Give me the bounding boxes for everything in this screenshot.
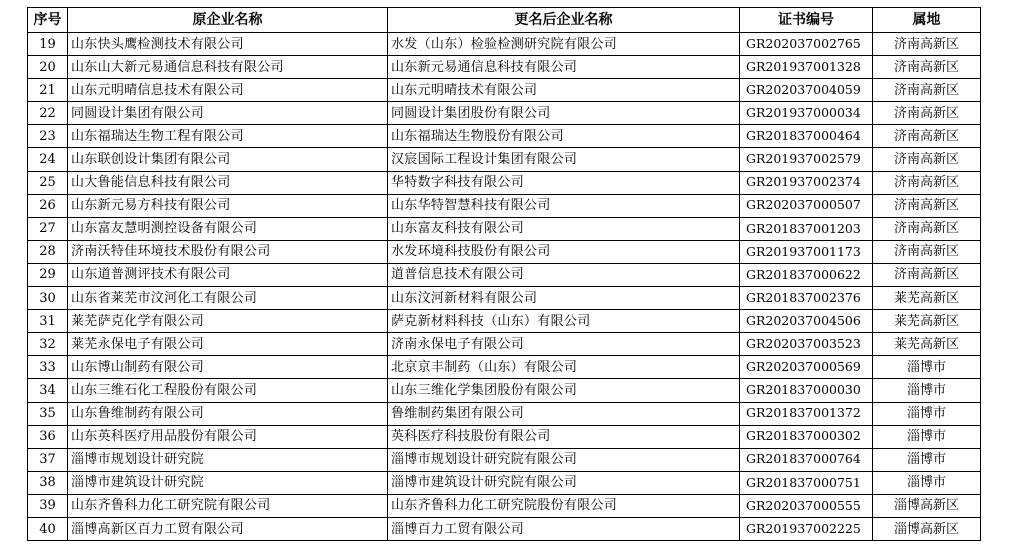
cell-index: 38 [28, 471, 68, 494]
header-certificate: 证书编号 [740, 8, 873, 33]
cell-location: 淄博市 [873, 379, 981, 402]
table-row [28, 217, 981, 240]
table-row [28, 425, 981, 448]
cell-original-name: 山东元明晴信息技术有限公司 [68, 79, 388, 102]
cell-certificate: GR202037000569 [740, 356, 873, 379]
cell-certificate: GR201837000030 [740, 379, 873, 402]
cell-certificate: GR201837001203 [740, 217, 873, 240]
document-page [27, 7, 981, 541]
cell-location: 淄博市 [873, 356, 981, 379]
table-row [28, 240, 981, 263]
table-row [28, 379, 981, 402]
table-row [28, 194, 981, 217]
cell-original-name: 山东英科医疗用品股份有限公司 [68, 425, 388, 448]
cell-location: 济南高新区 [873, 240, 981, 263]
cell-certificate: GR201937002225 [740, 517, 873, 540]
cell-original-name: 淄博市建筑设计研究院 [68, 471, 388, 494]
cell-index: 28 [28, 240, 68, 263]
table-row [28, 171, 981, 194]
header-location: 属地 [873, 8, 981, 33]
table-row [28, 102, 981, 125]
cell-location: 济南高新区 [873, 148, 981, 171]
cell-original-name: 山东鲁维制药有限公司 [68, 402, 388, 425]
cell-certificate: GR202037004506 [740, 310, 873, 333]
cell-original-name: 山东省莱芜市汶河化工有限公司 [68, 287, 388, 310]
cell-original-name: 淄博高新区百力工贸有限公司 [68, 517, 388, 540]
cell-index: 24 [28, 148, 68, 171]
cell-original-name: 济南沃特佳环境技术股份有限公司 [68, 240, 388, 263]
cell-new-name: 鲁维制药集团有限公司 [388, 402, 740, 425]
cell-certificate: GR201837000464 [740, 125, 873, 148]
cell-original-name: 山东富友慧明测控设备有限公司 [68, 217, 388, 240]
cell-index: 37 [28, 448, 68, 471]
cell-location: 济南高新区 [873, 125, 981, 148]
cell-new-name: 淄博市规划设计研究院有限公司 [388, 448, 740, 471]
cell-location: 淄博市 [873, 448, 981, 471]
cell-certificate: GR202037004059 [740, 79, 873, 102]
company-rename-table [27, 7, 981, 541]
cell-original-name: 山东道普测评技术有限公司 [68, 263, 388, 286]
cell-index: 32 [28, 333, 68, 356]
cell-index: 40 [28, 517, 68, 540]
cell-certificate: GR202037002765 [740, 33, 873, 56]
cell-new-name: 山东华特智慧科技有限公司 [388, 194, 740, 217]
cell-new-name: 山东新元易通信息科技有限公司 [388, 56, 740, 79]
table-row [28, 310, 981, 333]
cell-index: 31 [28, 310, 68, 333]
cell-location: 淄博高新区 [873, 517, 981, 540]
cell-new-name: 淄博市建筑设计研究院有限公司 [388, 471, 740, 494]
cell-new-name: 水发环境科技股份有限公司 [388, 240, 740, 263]
cell-original-name: 山大鲁能信息科技有限公司 [68, 171, 388, 194]
cell-certificate: GR201837002376 [740, 287, 873, 310]
cell-index: 30 [28, 287, 68, 310]
cell-location: 淄博高新区 [873, 494, 981, 517]
cell-new-name: 水发（山东）检验检测研究院有限公司 [388, 33, 740, 56]
cell-index: 39 [28, 494, 68, 517]
cell-location: 济南高新区 [873, 56, 981, 79]
cell-certificate: GR201937001328 [740, 56, 873, 79]
cell-new-name: 山东福瑞达生物股份有限公司 [388, 125, 740, 148]
header-new-name: 更名后企业名称 [388, 8, 740, 33]
cell-new-name: 济南永保电子有限公司 [388, 333, 740, 356]
cell-location: 淄博市 [873, 402, 981, 425]
table-row [28, 79, 981, 102]
table-row [28, 402, 981, 425]
cell-new-name: 山东齐鲁科力化工研究院股份有限公司 [388, 494, 740, 517]
cell-location: 济南高新区 [873, 33, 981, 56]
cell-original-name: 山东福瑞达生物工程有限公司 [68, 125, 388, 148]
cell-index: 29 [28, 263, 68, 286]
cell-original-name: 山东三维石化工程股份有限公司 [68, 379, 388, 402]
cell-location: 济南高新区 [873, 217, 981, 240]
cell-index: 35 [28, 402, 68, 425]
cell-original-name: 莱芜永保电子有限公司 [68, 333, 388, 356]
cell-original-name: 山东博山制药有限公司 [68, 356, 388, 379]
cell-certificate: GR201837000302 [740, 425, 873, 448]
cell-original-name: 同圆设计集团有限公司 [68, 102, 388, 125]
table-row [28, 448, 981, 471]
cell-new-name: 山东汶河新材料有限公司 [388, 287, 740, 310]
cell-new-name: 道普信息技术有限公司 [388, 263, 740, 286]
cell-location: 淄博市 [873, 425, 981, 448]
cell-index: 26 [28, 194, 68, 217]
cell-new-name: 淄博百力工贸有限公司 [388, 517, 740, 540]
cell-certificate: GR201837001372 [740, 402, 873, 425]
cell-index: 20 [28, 56, 68, 79]
cell-index: 22 [28, 102, 68, 125]
cell-certificate: GR201937002579 [740, 148, 873, 171]
table-header-row [28, 8, 981, 33]
cell-original-name: 莱芜萨克化学有限公司 [68, 310, 388, 333]
cell-original-name: 山东快头鹰检测技术有限公司 [68, 33, 388, 56]
cell-new-name: 山东富友科技有限公司 [388, 217, 740, 240]
cell-new-name: 英科医疗科技股份有限公司 [388, 425, 740, 448]
cell-location: 济南高新区 [873, 171, 981, 194]
cell-certificate: GR201937000034 [740, 102, 873, 125]
cell-index: 27 [28, 217, 68, 240]
cell-location: 济南高新区 [873, 194, 981, 217]
table-row [28, 471, 981, 494]
cell-certificate: GR202037000555 [740, 494, 873, 517]
table-row [28, 56, 981, 79]
cell-new-name: 山东元明晴技术有限公司 [388, 79, 740, 102]
cell-index: 33 [28, 356, 68, 379]
header-original-name: 原企业名称 [68, 8, 388, 33]
cell-location: 莱芜高新区 [873, 333, 981, 356]
table-body [28, 33, 981, 541]
cell-certificate: GR201837000764 [740, 448, 873, 471]
cell-index: 23 [28, 125, 68, 148]
cell-index: 19 [28, 33, 68, 56]
cell-location: 淄博市 [873, 471, 981, 494]
cell-original-name: 山东山大新元易通信息科技有限公司 [68, 56, 388, 79]
table-row [28, 333, 981, 356]
cell-index: 25 [28, 171, 68, 194]
cell-new-name: 汉宸国际工程设计集团有限公司 [388, 148, 740, 171]
table-row [28, 148, 981, 171]
cell-index: 21 [28, 79, 68, 102]
cell-certificate: GR201837000751 [740, 471, 873, 494]
cell-original-name: 山东新元易方科技有限公司 [68, 194, 388, 217]
cell-certificate: GR201937001173 [740, 240, 873, 263]
cell-location: 济南高新区 [873, 79, 981, 102]
table-row [28, 263, 981, 286]
cell-certificate: GR201837000622 [740, 263, 873, 286]
cell-certificate: GR201937002374 [740, 171, 873, 194]
cell-certificate: GR202037000507 [740, 194, 873, 217]
cell-new-name: 华特数字科技有限公司 [388, 171, 740, 194]
cell-location: 莱芜高新区 [873, 287, 981, 310]
cell-new-name: 山东三维化学集团股份有限公司 [388, 379, 740, 402]
cell-new-name: 北京京丰制药（山东）有限公司 [388, 356, 740, 379]
table-row [28, 287, 981, 310]
table-row [28, 33, 981, 56]
table-row [28, 494, 981, 517]
cell-new-name: 萨克新材料科技（山东）有限公司 [388, 310, 740, 333]
cell-original-name: 山东联创设计集团有限公司 [68, 148, 388, 171]
cell-location: 济南高新区 [873, 263, 981, 286]
cell-index: 36 [28, 425, 68, 448]
cell-original-name: 淄博市规划设计研究院 [68, 448, 388, 471]
table-row [28, 517, 981, 540]
header-index: 序号 [28, 8, 68, 33]
cell-new-name: 同圆设计集团股份有限公司 [388, 102, 740, 125]
cell-certificate: GR202037003523 [740, 333, 873, 356]
cell-index: 34 [28, 379, 68, 402]
cell-location: 济南高新区 [873, 102, 981, 125]
table-row [28, 356, 981, 379]
table-row [28, 125, 981, 148]
cell-location: 莱芜高新区 [873, 310, 981, 333]
cell-original-name: 山东齐鲁科力化工研究院有限公司 [68, 494, 388, 517]
